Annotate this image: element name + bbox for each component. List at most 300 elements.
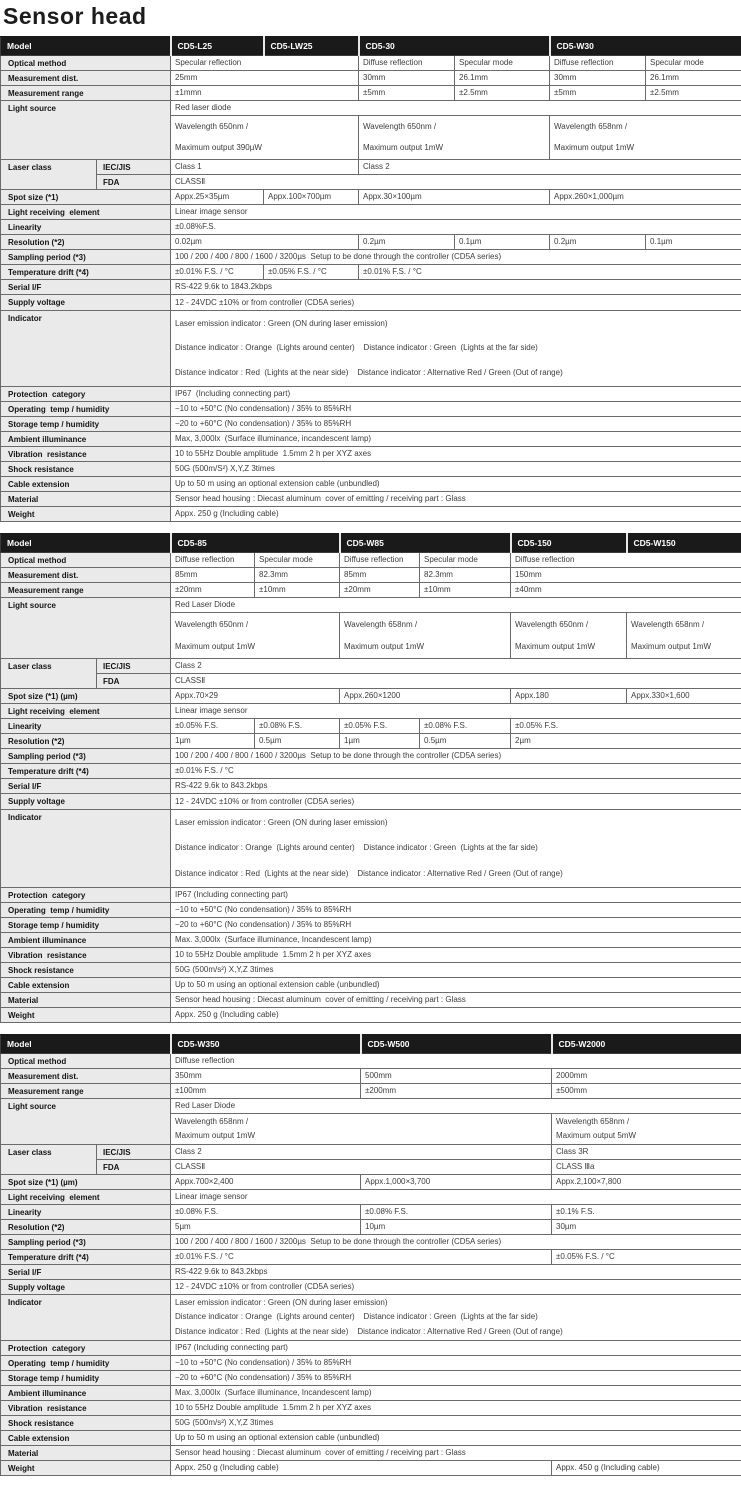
row-label: Protection category — [1, 1341, 171, 1356]
spec-value-cell: ±0.05% F.S. / °C — [264, 265, 359, 280]
spec-value-cell: 82.3mm — [420, 568, 511, 583]
row-label: Resolution (*2) — [1, 734, 171, 749]
spec-value-cell: RS-422 9.6k to 1843.2kbps — [171, 280, 741, 295]
row-label: Ambient illuminance — [1, 432, 171, 447]
table-row — [1, 250, 741, 265]
spec-value-cell: 100 / 200 / 400 / 800 / 1600 / 3200µs Setup to be done through the controller (CD5A series) — [171, 749, 741, 764]
spec-value-cell: 0.1µm — [455, 235, 550, 250]
model-header-cell: CD5-W350 — [171, 1035, 361, 1054]
table-row — [1, 764, 741, 779]
spec-value-cell: Diffuse reflection — [359, 56, 455, 71]
table-row — [1, 1250, 741, 1265]
row-label: Operating temp / humidity — [1, 402, 171, 417]
spec-value-cell: Appx.260×1,000µm — [550, 190, 741, 205]
model-header-cell: Model — [1, 1035, 171, 1054]
row-label: Shock resistance — [1, 963, 171, 978]
model-header-cell: CD5-W500 — [361, 1035, 552, 1054]
row-label: Storage temp / humidity — [1, 1371, 171, 1386]
spec-value-cell: 30mm — [359, 71, 455, 86]
spec-value-cell: Diffuse reflection — [550, 56, 646, 71]
row-label: Operating temp / humidity — [1, 1356, 171, 1371]
model-header-cell: CD5-W150 — [627, 534, 741, 553]
table-row — [1, 86, 741, 101]
spec-value-cell: 10 to 55Hz Double amplitude 1.5mm 2 h per XYZ axes — [171, 1401, 741, 1416]
spec-value-cell: Specular reflection — [171, 56, 359, 71]
spec-value-cell: Specular mode — [420, 553, 511, 568]
spec-value-cell: 10 to 55Hz Double amplitude 1.5mm 2 h per XYZ axes — [171, 948, 741, 963]
spec-value-cell: 500mm — [361, 1069, 552, 1084]
row-label: Laser class — [1, 160, 97, 190]
spec-value-cell: IP67 (Including connecting part) — [171, 1341, 741, 1356]
model-header-cell: CD5-30 — [359, 37, 550, 56]
row-label: Serial I/F — [1, 280, 171, 295]
spec-value-cell: ±20mm — [171, 583, 255, 598]
row-label: Sampling period (*3) — [1, 749, 171, 764]
spec-value-cell: 0.2µm — [550, 235, 646, 250]
table-row — [1, 1386, 741, 1401]
spec-value-cell: −10 to +50°C (No condensation) / 35% to 85%RH — [171, 903, 741, 918]
table-row — [1, 553, 741, 568]
table-row — [1, 1160, 741, 1175]
spec-value-cell: Wavelength 650nm / Maximum output 1mW — [359, 116, 550, 160]
spec-value-cell: Red laser diode — [171, 101, 741, 116]
model-header-cell: CD5-150 — [511, 534, 627, 553]
table-row — [1, 1145, 741, 1160]
row-label: Material — [1, 492, 171, 507]
spec-value-cell: 1µm — [340, 734, 420, 749]
spec-value-cell: 85mm — [340, 568, 420, 583]
table-row — [1, 918, 741, 933]
table-row — [1, 674, 741, 689]
spec-value-cell: Class 2 — [359, 160, 741, 175]
row-label: Weight — [1, 1008, 171, 1023]
table-row — [1, 71, 741, 86]
table-row — [1, 1371, 741, 1386]
table-row — [1, 933, 741, 948]
spec-value-cell: RS-422 9.6k to 843.2kbps — [171, 779, 741, 794]
spec-value-cell: −20 to +60°C (No condensation) / 35% to 85%RH — [171, 417, 741, 432]
spec-value-cell: ±0.05% F.S. — [511, 719, 741, 734]
table-row — [1, 507, 741, 522]
row-label: Light receiving element — [1, 205, 171, 220]
spec-value-cell: ±0.01% F.S. / °C — [171, 265, 264, 280]
table-row — [1, 101, 741, 116]
row-label: Supply voltage — [1, 1280, 171, 1295]
row-label: Light receiving element — [1, 1190, 171, 1205]
table-row — [1, 1446, 741, 1461]
table-row — [1, 719, 741, 734]
spec-value-cell: Wavelength 658nm / Maximum output 1mW — [550, 116, 741, 160]
spec-value-cell: Diffuse reflection — [171, 553, 255, 568]
spec-value-cell: ±0.08% F.S. — [255, 719, 340, 734]
table-row — [1, 447, 741, 462]
spec-value-cell: 10µm — [361, 1220, 552, 1235]
table-row — [1, 1069, 741, 1084]
spec-value-cell: 26.1mm — [455, 71, 550, 86]
row-label: Protection category — [1, 387, 171, 402]
spec-value-cell: 50G (500m/s²) X,Y,Z 3times — [171, 1416, 741, 1431]
spec-value-cell: ±0.05% F.S. — [340, 719, 420, 734]
spec-value-cell: 12 - 24VDC ±10% or from controller (CD5A series) — [171, 1280, 741, 1295]
page-title: Sensor head — [0, 0, 741, 36]
spec-value-cell: ±10mm — [255, 583, 340, 598]
spec-value-cell: Class 2 — [171, 659, 741, 674]
spec-value-cell: ±2.5mm — [455, 86, 550, 101]
row-label: Laser class — [1, 1145, 97, 1175]
spec-value-cell: Wavelength 658nm / Maximum output 5mW — [552, 1114, 741, 1145]
spec-value-cell: Diffuse reflection — [340, 553, 420, 568]
table-row — [1, 1265, 741, 1280]
table-row — [1, 810, 741, 888]
table-row — [1, 235, 741, 250]
spec-value-cell: 30mm — [550, 71, 646, 86]
spec-value-cell: Appx.30×100µm — [359, 190, 550, 205]
spec-value-cell: Appx. 450 g (Including cable) — [552, 1461, 741, 1476]
row-label: Operating temp / humidity — [1, 903, 171, 918]
sensor-head-table-3 — [0, 1034, 741, 1476]
table-row — [1, 598, 741, 613]
spec-value-cell: Appx.700×2,400 — [171, 1175, 361, 1190]
row-label: Measurement dist. — [1, 1069, 171, 1084]
spec-value-cell: 0.2µm — [359, 235, 455, 250]
table-row — [1, 568, 741, 583]
spec-value-cell: ±5mm — [359, 86, 455, 101]
table-row — [1, 888, 741, 903]
spec-value-cell: Appx. 250 g (Including cable) — [171, 1008, 741, 1023]
spec-value-cell: 100 / 200 / 400 / 800 / 1600 / 3200µs Setup to be done through the controller (CD5A series) — [171, 1235, 741, 1250]
spec-value-cell: 25mm — [171, 71, 359, 86]
spec-value-cell: ±500mm — [552, 1084, 741, 1099]
spec-value-cell: 100 / 200 / 400 / 800 / 1600 / 3200µs Setup to be done through the controller (CD5A series) — [171, 250, 741, 265]
spec-value-cell: 10 to 55Hz Double amplitude 1.5mm 2 h per XYZ axes — [171, 447, 741, 462]
row-label: FDA — [97, 175, 171, 190]
spec-value-cell: ±0.08% F.S. — [420, 719, 511, 734]
spec-value-cell: Appx. 250 g (Including cable) — [171, 507, 741, 522]
table-row — [1, 37, 741, 56]
row-label: Protection category — [1, 888, 171, 903]
table-row — [1, 1008, 741, 1023]
spec-value-cell: 350mm — [171, 1069, 361, 1084]
model-header-cell: CD5-W30 — [550, 37, 741, 56]
table-row — [1, 311, 741, 387]
table-row — [1, 993, 741, 1008]
table-row — [1, 295, 741, 311]
spec-value-cell: Class 1 — [171, 160, 359, 175]
row-label: Vibration resistance — [1, 1401, 171, 1416]
row-label: Material — [1, 1446, 171, 1461]
table-row — [1, 1356, 741, 1371]
table-row — [1, 175, 741, 190]
row-label: Serial I/F — [1, 1265, 171, 1280]
row-label: Storage temp / humidity — [1, 918, 171, 933]
spec-value-cell: Appx.100×700µm — [264, 190, 359, 205]
spec-value-cell: 50G (500m/S²) X,Y,Z 3times — [171, 462, 741, 477]
spec-value-cell: CLASSⅡ — [171, 175, 741, 190]
table-row — [1, 1190, 741, 1205]
row-label: Temperature drift (*4) — [1, 764, 171, 779]
spec-value-cell: Up to 50 m using an optional extension cable (unbundled) — [171, 477, 741, 492]
row-label: Cable extension — [1, 978, 171, 993]
row-label: Light source — [1, 598, 171, 659]
spec-value-cell: ±20mm — [340, 583, 420, 598]
table-row — [1, 1054, 741, 1069]
model-header-cell: Model — [1, 534, 171, 553]
row-label: Sampling period (*3) — [1, 250, 171, 265]
table-row — [1, 903, 741, 918]
spec-value-cell: 12 - 24VDC ±10% or from controller (CD5A series) — [171, 794, 741, 810]
table-row — [1, 794, 741, 810]
row-label: Resolution (*2) — [1, 1220, 171, 1235]
row-label: Weight — [1, 507, 171, 522]
spec-value-cell: Class 3R — [552, 1145, 741, 1160]
row-label: Sampling period (*3) — [1, 1235, 171, 1250]
row-label: Material — [1, 993, 171, 1008]
table-row — [1, 1220, 741, 1235]
row-label: Serial I/F — [1, 779, 171, 794]
table-row — [1, 734, 741, 749]
table-row — [1, 1280, 741, 1295]
spec-value-cell: CLASSⅡ — [171, 674, 741, 689]
row-label: Spot size (*1) — [1, 190, 171, 205]
spec-value-cell: Laser emission indicator : Green (ON during laser emission) Distance indicator : Orange (Lights around center) Distance indicator : Green (Lights at the far side) Distance indicator : Red (Lights at the near side) Distance indicator : Alternative Red / Green (Out of range) — [171, 1295, 741, 1341]
row-label: Measurement dist. — [1, 568, 171, 583]
table-row — [1, 583, 741, 598]
row-label: Optical method — [1, 1054, 171, 1069]
table-row — [1, 280, 741, 295]
spec-value-cell: Wavelength 650nm / Maximum output 1mW — [511, 613, 627, 659]
spec-value-cell: ±0.01% F.S. / °C — [171, 1250, 552, 1265]
spec-value-cell: 2000mm — [552, 1069, 741, 1084]
row-label: Vibration resistance — [1, 948, 171, 963]
spec-value-cell: Appx.25×35µm — [171, 190, 264, 205]
spec-value-cell: 2µm — [511, 734, 741, 749]
row-label: Indicator — [1, 810, 171, 888]
spec-value-cell: Sensor head housing : Diecast aluminum cover of emitting / receiving part : Glass — [171, 1446, 741, 1461]
spec-value-cell: Red Laser Diode — [171, 598, 741, 613]
row-label: Spot size (*1) (µm) — [1, 1175, 171, 1190]
spec-value-cell: Wavelength 658nm / Maximum output 1mW — [171, 1114, 552, 1145]
row-label: Light source — [1, 101, 171, 160]
spec-value-cell: Appx.260×1200 — [340, 689, 511, 704]
row-label: Shock resistance — [1, 462, 171, 477]
spec-value-cell: IP67 (Including connecting part) — [171, 387, 741, 402]
row-label: Supply voltage — [1, 794, 171, 810]
spec-value-cell: Linear image sensor — [171, 704, 741, 719]
row-label: IEC/JIS — [97, 1145, 171, 1160]
spec-value-cell: Specular mode — [455, 56, 550, 71]
spec-value-cell: ±5mm — [550, 86, 646, 101]
spec-value-cell: Max. 3,000lx (Surface illuminance, Incandescent lamp) — [171, 933, 741, 948]
sensor-head-table-1 — [0, 36, 741, 522]
spec-value-cell: RS-422 9.6k to 843.2kbps — [171, 1265, 741, 1280]
table-row — [1, 659, 741, 674]
row-label: Light receiving element — [1, 704, 171, 719]
row-label: Linearity — [1, 220, 171, 235]
table-row — [1, 462, 741, 477]
spec-value-cell: ±0.01% F.S. / °C — [171, 764, 741, 779]
spec-value-cell: Wavelength 658nm / Maximum output 1mW — [627, 613, 741, 659]
spec-value-cell: ±0.05% F.S. / °C — [552, 1250, 741, 1265]
table-row — [1, 477, 741, 492]
spec-value-cell: ±0.05% F.S. — [171, 719, 255, 734]
spec-value-cell: Sensor head housing : Diecast aluminum cover of emitting / receiving part : Glass — [171, 993, 741, 1008]
table-row — [1, 492, 741, 507]
spec-value-cell: Up to 50 m using an optional extension cable (unbundled) — [171, 1431, 741, 1446]
row-label: Resolution (*2) — [1, 235, 171, 250]
model-header-cell: CD5-W2000 — [552, 1035, 741, 1054]
row-label: Spot size (*1) (µm) — [1, 689, 171, 704]
spec-value-cell: Appx. 250 g (Including cable) — [171, 1461, 552, 1476]
spec-value-cell: Diffuse reflection — [511, 553, 741, 568]
table-row — [1, 220, 741, 235]
spec-value-cell: ±100mm — [171, 1084, 361, 1099]
spec-value-cell: Laser emission indicator : Green (ON during laser emission) Distance indicator : Orange (Lights around center) Distance indicator : Green (Lights at the far side) Distance indicator : Red (Lights at the near side) Distance indicator : Alternative Red / Green (Out of range) — [171, 311, 741, 387]
spec-value-cell: Diffuse reflection — [171, 1054, 741, 1069]
row-label: Ambient illuminance — [1, 933, 171, 948]
spec-value-cell: ±1mmn — [171, 86, 359, 101]
row-label: IEC/JIS — [97, 659, 171, 674]
model-header-cell: CD5-W85 — [340, 534, 511, 553]
row-label: Linearity — [1, 719, 171, 734]
table-row — [1, 978, 741, 993]
spec-value-cell: Wavelength 658nm / Maximum output 1mW — [340, 613, 511, 659]
spec-value-cell: Wavelength 650nm / Maximum output 1mW — [171, 613, 340, 659]
row-label: Indicator — [1, 1295, 171, 1341]
spec-value-cell: Class 2 — [171, 1145, 552, 1160]
table-row — [1, 1295, 741, 1341]
row-label: Cable extension — [1, 477, 171, 492]
model-header-cell: Model — [1, 37, 171, 56]
row-label: Optical method — [1, 553, 171, 568]
table-row — [1, 534, 741, 553]
spec-value-cell: ±2.5mm — [646, 86, 741, 101]
table-row — [1, 1416, 741, 1431]
table-row — [1, 1431, 741, 1446]
spec-value-cell: ±0.08% F.S. — [171, 1205, 361, 1220]
model-header-cell: CD5-LW25 — [264, 37, 359, 56]
spec-value-cell: −20 to +60°C (No condensation) / 35% to 85%RH — [171, 1371, 741, 1386]
row-label: Vibration resistance — [1, 447, 171, 462]
spec-value-cell: Linear image sensor — [171, 205, 741, 220]
row-label: Temperature drift (*4) — [1, 1250, 171, 1265]
spec-value-cell: 0.5µm — [420, 734, 511, 749]
table-row — [1, 749, 741, 764]
table-row — [1, 1084, 741, 1099]
row-label: Ambient illuminance — [1, 1386, 171, 1401]
spec-value-cell: Specular mode — [255, 553, 340, 568]
table-row — [1, 1175, 741, 1190]
row-label: Storage temp / humidity — [1, 417, 171, 432]
spec-value-cell: Appx.1,000×3,700 — [361, 1175, 552, 1190]
table-row — [1, 1235, 741, 1250]
table-row — [1, 963, 741, 978]
row-label: Measurement dist. — [1, 71, 171, 86]
spec-value-cell: 82.3mm — [255, 568, 340, 583]
table-row — [1, 779, 741, 794]
row-label: FDA — [97, 674, 171, 689]
table-row — [1, 1205, 741, 1220]
table-row — [1, 205, 741, 220]
table-row — [1, 948, 741, 963]
spec-value-cell: 0.02µm — [171, 235, 359, 250]
table-row — [1, 1401, 741, 1416]
spec-value-cell: ±0.08%F.S. — [171, 220, 741, 235]
row-label: Cable extension — [1, 1431, 171, 1446]
row-label: IEC/JIS — [97, 160, 171, 175]
spec-value-cell: 0.5µm — [255, 734, 340, 749]
row-label: Light source — [1, 1099, 171, 1145]
spec-value-cell: Appx.330×1,600 — [627, 689, 741, 704]
spec-value-cell: −10 to +50°C (No condensation) / 35% to 85%RH — [171, 1356, 741, 1371]
spec-value-cell: 150mm — [511, 568, 741, 583]
table-row — [1, 402, 741, 417]
table-row — [1, 56, 741, 71]
spec-value-cell: −10 to +50°C (No condensation) / 35% to 85%RH — [171, 402, 741, 417]
table-row — [1, 1461, 741, 1476]
model-header-cell: CD5-85 — [171, 534, 340, 553]
spec-value-cell: Sensor head housing : Diecast aluminum cover of emitting / receiving part : Glass — [171, 492, 741, 507]
model-header-cell: CD5-L25 — [171, 37, 264, 56]
spec-value-cell: Max. 3,000lx (Surface illuminance, Incandescent lamp) — [171, 1386, 741, 1401]
table-row — [1, 417, 741, 432]
spec-value-cell: Wavelength 650nm / Maximum output 390µW — [171, 116, 359, 160]
row-label: Supply voltage — [1, 295, 171, 311]
table-row — [1, 265, 741, 280]
table-row — [1, 1341, 741, 1356]
spec-value-cell: 85mm — [171, 568, 255, 583]
table-row — [1, 704, 741, 719]
spec-value-cell: IP67 (Including connecting part) — [171, 888, 741, 903]
spec-value-cell: ±0.1% F.S. — [552, 1205, 741, 1220]
row-label: Temperature drift (*4) — [1, 265, 171, 280]
spec-value-cell: Specular mode — [646, 56, 741, 71]
spec-value-cell: 50G (500m/s²) X,Y,Z 3times — [171, 963, 741, 978]
spec-value-cell: 1µm — [171, 734, 255, 749]
spec-value-cell: 30µm — [552, 1220, 741, 1235]
table-row — [1, 432, 741, 447]
row-label: Indicator — [1, 311, 171, 387]
spec-value-cell: ±200mm — [361, 1084, 552, 1099]
table-row — [1, 190, 741, 205]
row-label: Linearity — [1, 1205, 171, 1220]
table-row — [1, 1099, 741, 1114]
spec-value-cell: ±0.01% F.S. / °C — [359, 265, 741, 280]
spec-value-cell: 5µm — [171, 1220, 361, 1235]
row-label: Shock resistance — [1, 1416, 171, 1431]
row-label: Optical method — [1, 56, 171, 71]
spec-value-cell: Appx.180 — [511, 689, 627, 704]
row-label: Measurement range — [1, 86, 171, 101]
table-row — [1, 1035, 741, 1054]
row-label: Measurement range — [1, 1084, 171, 1099]
table-row — [1, 689, 741, 704]
table-row — [1, 160, 741, 175]
sensor-head-table-2 — [0, 533, 741, 1023]
spec-value-cell: CLASSⅡ — [171, 1160, 552, 1175]
spec-value-cell: 0.1µm — [646, 235, 741, 250]
table-row — [1, 387, 741, 402]
spec-value-cell: ±0.08% F.S. — [361, 1205, 552, 1220]
spec-value-cell: −20 to +60°C (No condensation) / 35% to 85%RH — [171, 918, 741, 933]
row-label: Laser class — [1, 659, 97, 689]
spec-value-cell: Red Laser Diode — [171, 1099, 741, 1114]
row-label: Measurement range — [1, 583, 171, 598]
spec-value-cell: 26.1mm — [646, 71, 741, 86]
spec-value-cell: CLASS Ⅲa — [552, 1160, 741, 1175]
spec-value-cell: ±40mm — [511, 583, 741, 598]
spec-value-cell: Max, 3,000lx (Surface illuminance, incandescent lamp) — [171, 432, 741, 447]
row-label: FDA — [97, 1160, 171, 1175]
